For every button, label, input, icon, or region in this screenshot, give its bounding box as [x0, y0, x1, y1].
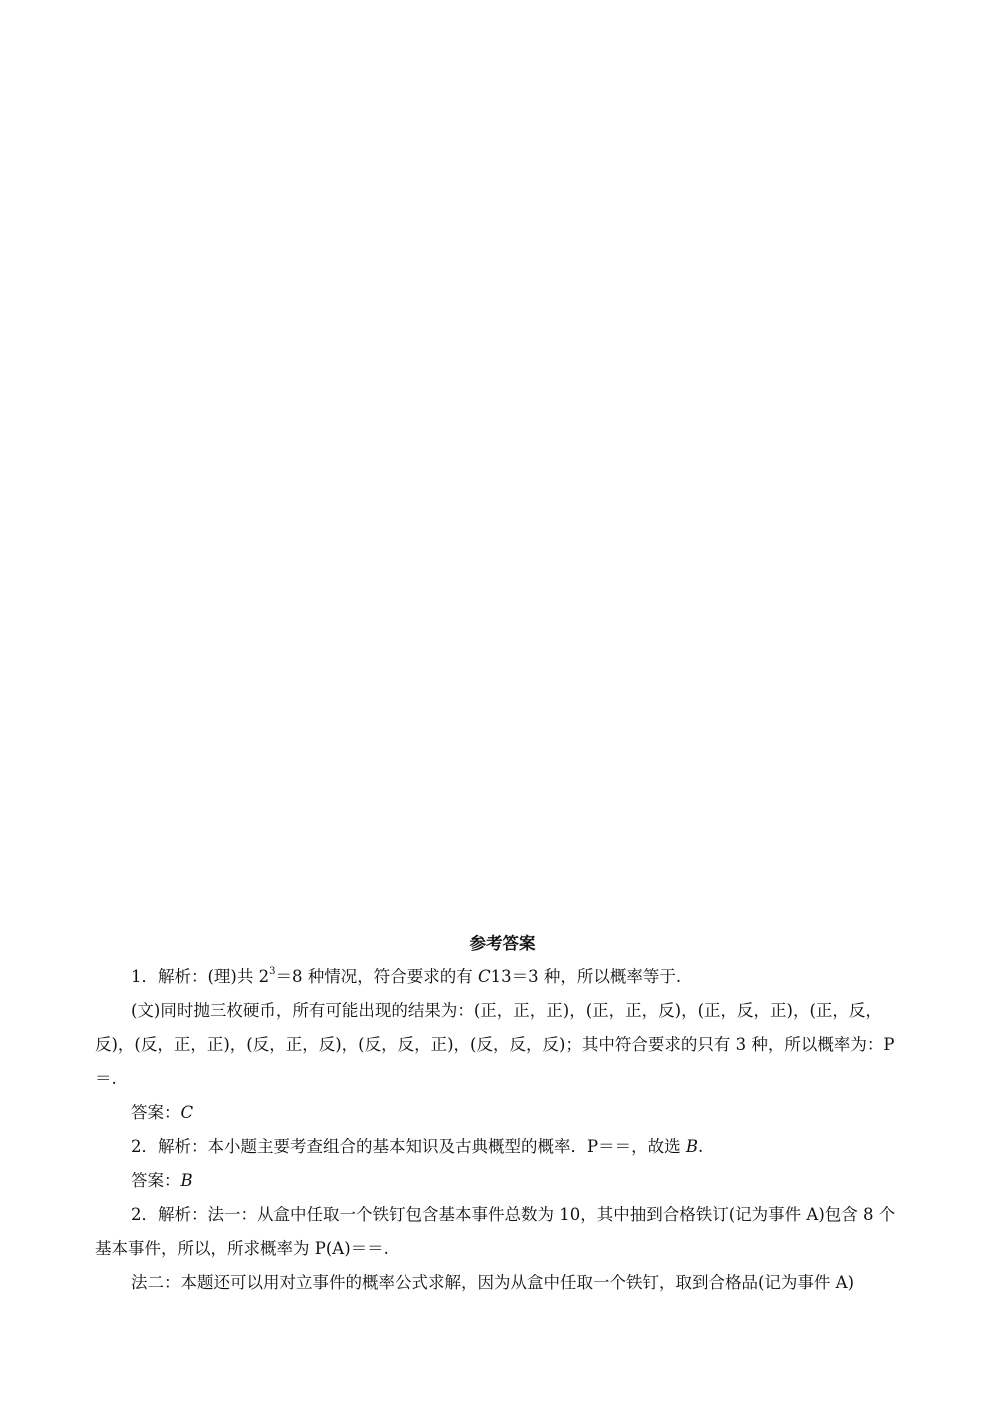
q1-analysis-li	[95, 960, 910, 994]
q2-analysis-text: 2．解析：本小题主要考查组合的基本知识及古典概型的概率．P＝＝，故选	[131, 1137, 686, 1156]
q2-analysis	[95, 1130, 910, 1164]
q2b-method-one: 2．解析：法一：从盒中任取一个铁钉包含基本事件总数为 10，其中抽到合格铁订(记为事件 A)包含 8 个基本事件，所以，所求概率为 P(A)＝＝.	[95, 1205, 896, 1258]
q1-li-text-b: ＝8 种情况，符合要求的有	[275, 967, 478, 986]
q2-choice: B	[685, 1137, 698, 1156]
q2-analysis-end: .	[698, 1137, 704, 1156]
q1-answer	[95, 1096, 910, 1130]
q1-answer-value: C	[180, 1103, 194, 1122]
q1-li-combination: C	[478, 967, 491, 986]
q2b-method-two: 法二：本题还可以用对立事件的概率公式求解，因为从盒中任取一个铁钉，取到合格品(记为事件 A)	[131, 1273, 855, 1292]
q1-li-text-a: 1．解析：(理)共 2	[131, 967, 270, 986]
q1-li-exponent: 3	[269, 966, 276, 977]
q1-answer-label: 答案：	[131, 1103, 181, 1122]
q2-answer-value: B	[180, 1171, 193, 1190]
q2-answer	[95, 1164, 910, 1198]
answer-section	[95, 928, 910, 1300]
q2-answer-label: 答案：	[131, 1171, 181, 1190]
section-title: 参考答案	[469, 934, 536, 953]
q1-li-text-d: 13＝3 种，所以概率等于.	[490, 967, 682, 986]
q1-analysis-wen: (文)同时抛三枚硬币，所有可能出现的结果为：(正，正，正)，(正，正，反)，(正，反，正)，(正，反，反)，(反，正，正)，(反，正，反)，(反，反，正)，(反，反，反)；其中符合要求的只有 3 种，所以概率为：P＝.	[95, 1001, 895, 1088]
